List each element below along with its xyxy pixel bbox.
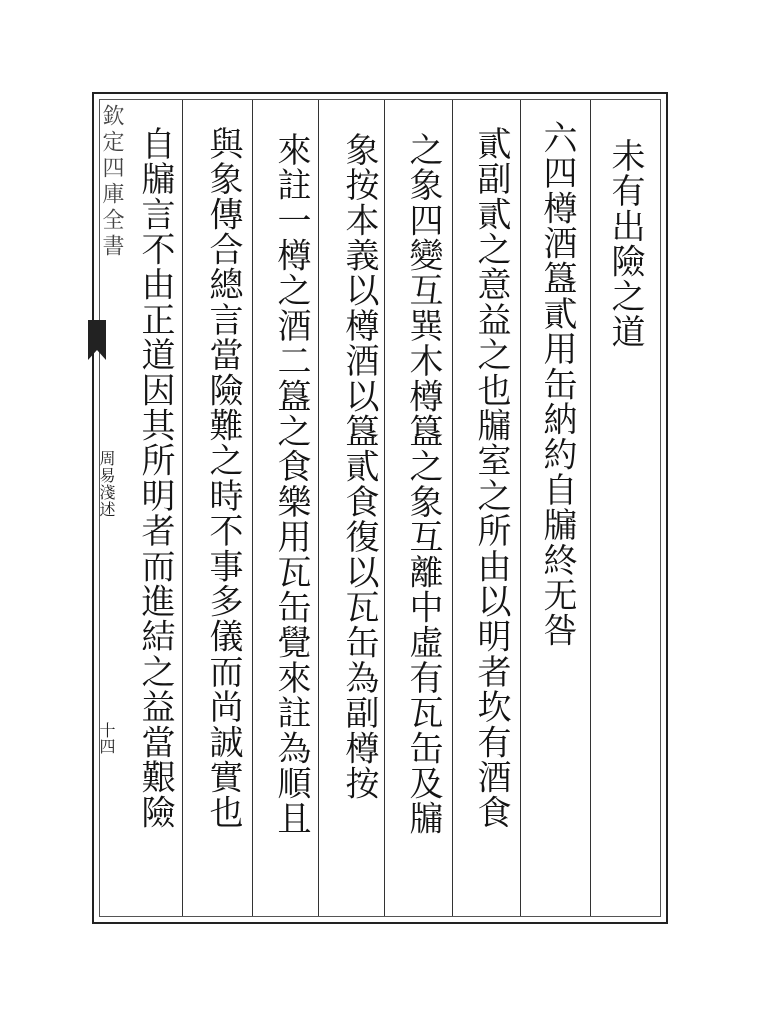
- column-rule: [318, 100, 319, 916]
- text-column-7: 與象傳合總言當險難之時不事多儀而尚誠實也: [203, 126, 243, 830]
- gutter-page-number: 十四: [97, 722, 116, 754]
- text-column-5: 象按本義以樽酒以簋貳食復以瓦缶為副樽按: [339, 132, 379, 801]
- column-rule: [452, 100, 453, 916]
- text-column-3: 貳副貳之意益之也牖室之所由以明者坎有酒食: [471, 126, 511, 830]
- gutter-book-title: 周易淺述: [97, 450, 116, 518]
- column-rule: [384, 100, 385, 916]
- text-column-2: 六四樽酒簋貳用缶納約自牖終无咎: [537, 120, 577, 648]
- column-rule: [182, 100, 183, 916]
- fish-tail-mark-icon: [88, 320, 106, 360]
- gutter-header-marks: 欽定四庫全書: [99, 104, 124, 260]
- column-rule: [590, 100, 591, 916]
- text-column-1: 未有出險之道: [605, 138, 645, 350]
- text-column-8: 自牖言不由正道因其所明者而進結之益當艱險: [135, 126, 175, 830]
- text-column-6: 來註一樽之酒二簋之食樂用瓦缶覺來註為順且: [271, 132, 311, 836]
- column-rule: [252, 100, 253, 916]
- column-rule: [520, 100, 521, 916]
- text-column-4: 之象四變互巽木樽簋之象互離中虛有瓦缶及牖: [403, 132, 443, 836]
